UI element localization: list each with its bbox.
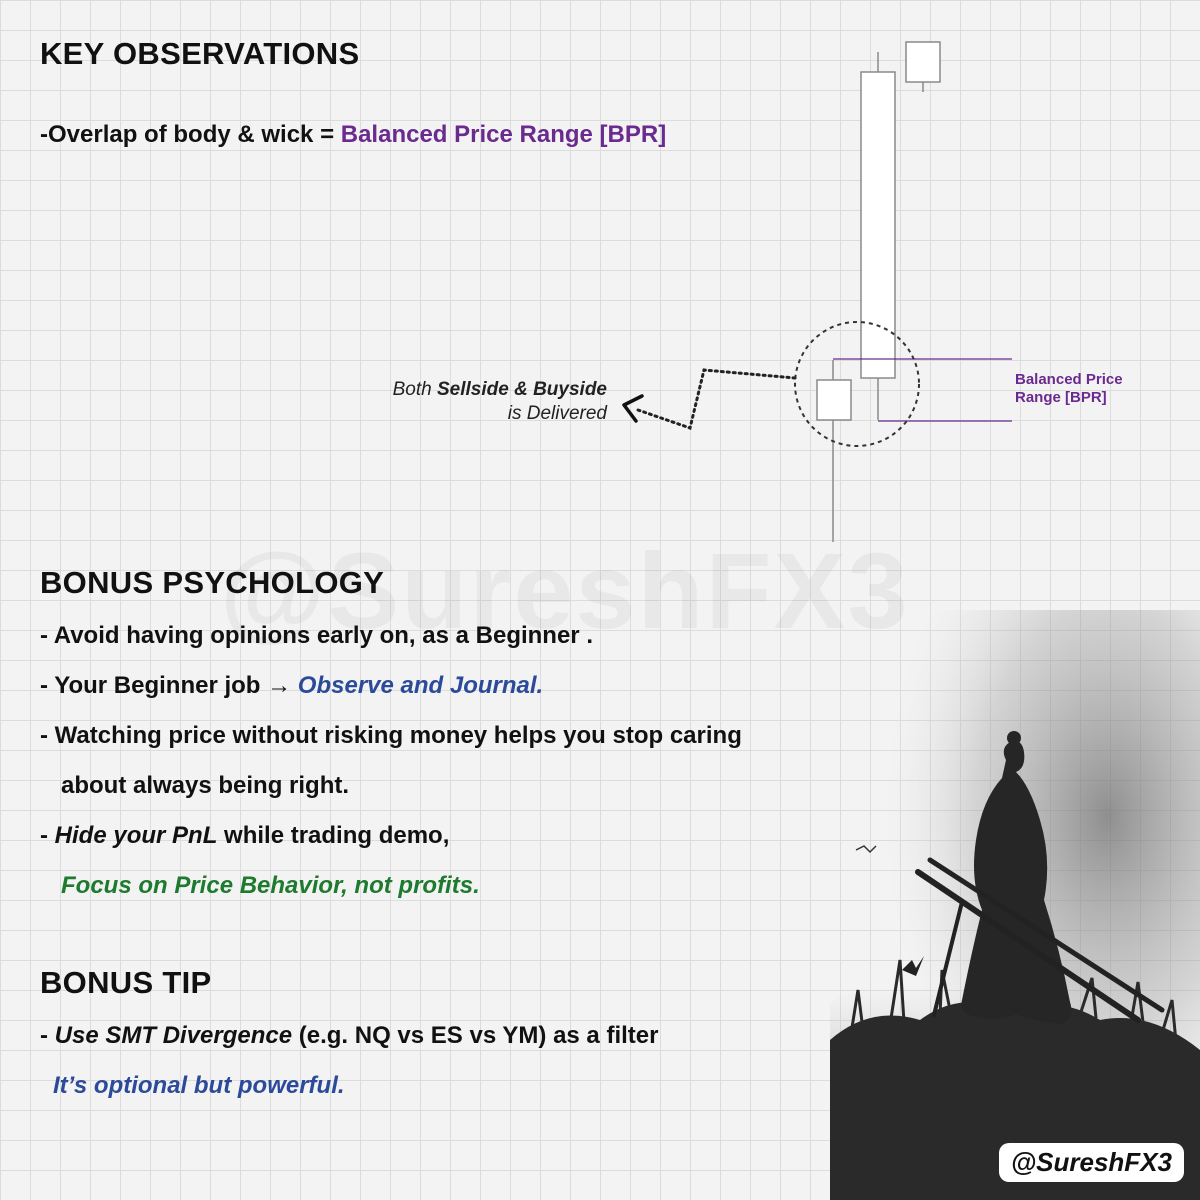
item2-prefix: - Your Beginner job →	[40, 672, 298, 699]
bonus-tip-item	[40, 1022, 658, 1050]
arrow-head-icon	[624, 396, 642, 421]
key-observations-heading: KEY OBSERVATIONS	[40, 36, 360, 71]
bpr-highlight: Balanced Price Range [BPR]	[340, 121, 667, 148]
psychology-item-4	[40, 822, 449, 850]
item4-bold: Hide your PnL	[54, 822, 218, 849]
item4-dash: -	[40, 822, 55, 849]
dash: -	[40, 121, 48, 148]
left-candle-body	[817, 380, 851, 420]
samurai-topknot	[1007, 731, 1021, 745]
bonus-tip-heading: BONUS TIP	[40, 965, 212, 1000]
psychology-item-3-line2: about always being right.	[61, 772, 350, 799]
candlestick-diagram	[600, 30, 1160, 560]
psychology-item-2	[40, 672, 543, 700]
bonus-psychology-heading: BONUS PSYCHOLOGY	[40, 565, 385, 600]
annotation-prefix: Both	[392, 379, 437, 400]
delivery-annotation	[330, 378, 607, 426]
small-candle-body	[906, 42, 940, 82]
samurai-illustration	[830, 610, 1200, 1200]
psychology-item-4-highlight: Focus on Price Behavior, not profits.	[61, 872, 480, 899]
item4-rest: while trading demo,	[217, 822, 450, 849]
dotted-arrow-path	[638, 370, 795, 428]
observation-text: Overlap of body & wick =	[48, 121, 341, 148]
item2-highlight: Observe and Journal.	[297, 672, 544, 699]
bpr-label-line2: Range [BPR]	[1015, 389, 1107, 406]
highlight-circle	[795, 322, 919, 446]
bpr-label	[1015, 371, 1123, 407]
key-observation-item	[40, 121, 666, 149]
bonus-tip-highlight: It’s optional but powerful.	[53, 1072, 345, 1099]
tip-bold: Use SMT Divergence	[54, 1022, 293, 1049]
annotation-bold: Sellside & Buyside	[436, 379, 607, 400]
psychology-item-1: - Avoid having opinions early on, as a Beginner .	[40, 622, 593, 649]
tip-dash: -	[40, 1022, 55, 1049]
tip-rest: (e.g. NQ vs ES vs YM) as a filter	[292, 1022, 659, 1049]
bpr-label-line1: Balanced Price	[1015, 371, 1123, 388]
large-candle-body	[861, 72, 895, 378]
annotation-line2: is Delivered	[507, 403, 607, 424]
author-handle-badge: @SureshFX3	[999, 1143, 1184, 1182]
psychology-item-3-line1: - Watching price without risking money helps you stop caring	[40, 722, 742, 749]
